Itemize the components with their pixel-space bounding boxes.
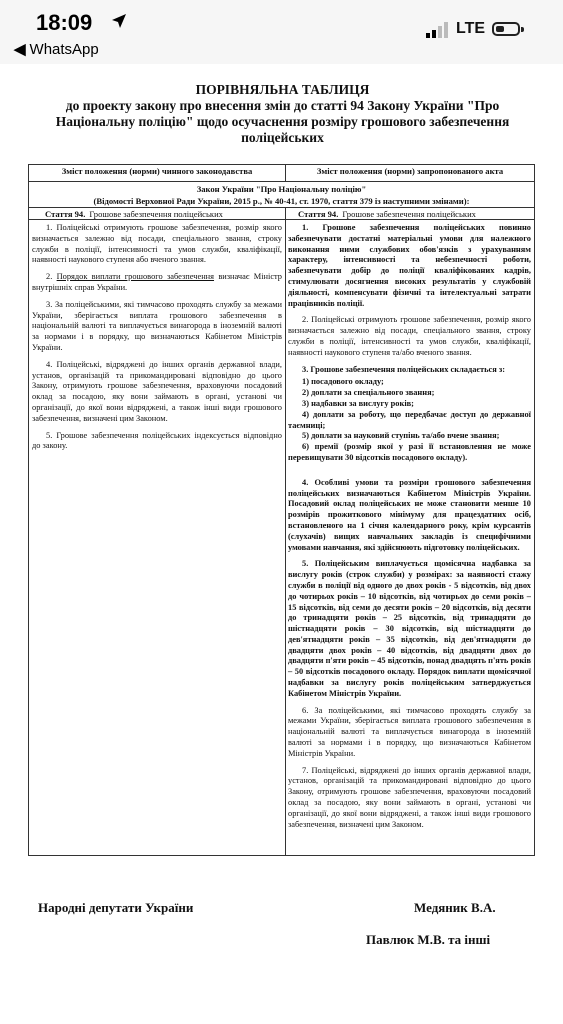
paragraph: 4. Поліцейські, відряджені до інших органів державної влади, установ, організацій та прикомандировані відповідно до цього Закону, отримують грошове забезпечення, враховуючи посадовий оклад за посадою, яку вони займають в органі, установі чи організації, до якої вони відряджені, а також інші види грошового забезпечення, визначені цим Законом. <box>32 359 282 423</box>
chevron-left-icon: ◀ <box>14 41 26 58</box>
procedure-link[interactable]: Порядок виплати грошового забезпечення <box>56 272 215 282</box>
paragraph: 7. Поліцейські, відряджені до інших органів державної влади, установ, організацій та прикомандировані відповідно до цього Закону, отримують грошове забезпечення, враховуючи посадовий оклад за посадою, яку вони займають в органі, установі чи організації, до якої вони відряджені, а також інші види грошового забезпечення, визначені цим Законом. <box>288 765 531 829</box>
paragraph: 1. Поліцейські отримують грошове забезпечення, розмір якого визначається залежно від посади, спеціального звання, строку служби в поліції, інтенсивності та умов служби, кваліфікації, наявності наукового ступеня або вченого звання. <box>32 223 282 265</box>
document-title <box>40 82 525 146</box>
title-line: ПОРІВНЯЛЬНА ТАБЛИЦЯ <box>195 82 370 97</box>
table-header <box>29 165 534 182</box>
article-heading-left <box>29 208 285 220</box>
paragraph: 3. За поліцейськими, які тимчасово проходять службу за межами України, зберігається виплата грошового забезпечення в національній валюті та виплачується винагорода в іноземній валюті за нормами і в порядку, що визначаються Кабінетом Міністрів України. <box>32 299 282 352</box>
battery-icon <box>492 22 520 36</box>
article-number: Стаття 94. <box>45 209 86 219</box>
list-item: 3) надбавки за вислугу років; <box>302 398 414 408</box>
article-heading-right <box>286 208 534 220</box>
article-title: Грошове забезпечення поліцейських <box>89 209 223 219</box>
paragraph: 6. За поліцейськими, які тимчасово проходять службу за межами України, зберігається виплата грошового забезпечення в національній валюті та виплачується винагорода в іноземній валюті за нормами і в порядку, що визначаються Кабінетом Міністрів України. <box>288 705 531 758</box>
signature-name-2: Павлюк М.В. та інші <box>366 932 491 947</box>
location-arrow-icon <box>110 12 128 30</box>
paragraph: 3. Грошове забезпечення поліцейських складається з: <box>302 364 506 374</box>
network-type: LTE <box>456 20 486 37</box>
header-current-law: Зміст положення (норми) чинного законодавства <box>61 166 253 176</box>
paragraph: 2. Поліцейські отримують грошове забезпечення, розмір якого визначається залежно від посади, спеціального звання, строку служби в поліції, інтенсивності та умов служби, кваліфікації, наявності наукового ступеня та/або вченого звання. <box>288 315 531 357</box>
list-item: 5) доплати за науковий ступінь та/або вчене звання; <box>302 431 500 441</box>
title-line: Національну поліцію" щодо осучаснення розміру грошового забезпечення <box>55 114 510 129</box>
list-item: 4) доплати за роботу, що передбачає доступ до державної таємниці; <box>288 409 531 430</box>
article-number: Стаття 94. <box>298 209 339 219</box>
paragraph: 5. Грошове забезпечення поліцейських індексується відповідно до закону. <box>32 430 282 451</box>
paragraph <box>32 272 282 294</box>
law-source: (Відомості Верховної Ради України, 2015 р., № 40-41, ст. 1970, стаття 379 із наступними змінами): <box>93 196 470 206</box>
column-divider <box>285 208 286 855</box>
header-proposed-act: Зміст положення (норми) запропонованого акта <box>316 166 504 176</box>
paragraph: 1. Грошове забезпечення поліцейських повинно забезпечувати достатні матеріальні умови для належного виконання ними службових обов'язків з урахуванням характеру, інтенсивності та небезпечності роботи, забезпечувати добір до поліції кваліфікованих кадрів, стимулювати досягнення високих результатів у службовій діяльності, компенсувати фізичні та інтелектуальні затрати працівників поліції. <box>288 223 531 308</box>
signature-deputies: Народні депутати України <box>38 900 194 915</box>
signal-icon <box>426 22 452 38</box>
battery-tip <box>521 27 524 32</box>
back-to-app-button[interactable] <box>14 40 99 58</box>
list-item: 2) доплати за спеціального звання; <box>302 388 435 398</box>
comparison-table <box>28 164 535 856</box>
paragraph: 4. Особливі умови та розміри грошового забезпечення поліцейських визначаються Кабінетом Міністрів України. Посадовий оклад поліцейських не може становити менше 10 розмірів прожиткового мінімуму для працездатних осіб, встановленого на 1 січня календарного року, крім курсантів (слухачів) вищих навчальних закладів із специфічними умовами навчання, які здійснюють підготовку поліцейських. <box>288 477 531 552</box>
law-reference <box>29 181 534 208</box>
list-item: 6) премії (розмір якої у разі її встановлення не може перевищувати 30 відсотків посадового окладу). <box>288 442 531 462</box>
proposed-act-column <box>288 223 531 836</box>
paragraph-text: визначає Міністр внутрішніх справ України. <box>32 272 282 292</box>
signature-name-1: Медяник В.А. <box>414 900 496 915</box>
status-bar <box>0 0 563 64</box>
current-law-column <box>32 223 282 458</box>
back-label: WhatsApp <box>29 41 99 58</box>
paragraph-number: 2. <box>46 272 57 282</box>
clock: 18:09 <box>36 10 93 35</box>
title-line: до проекту закону про внесення змін до статті 94 Закону України "Про <box>65 98 500 113</box>
law-title: Закон України "Про Національну поліцію" <box>196 184 367 194</box>
article-title: Грошове забезпечення поліцейських <box>342 209 476 219</box>
column-divider <box>285 165 286 181</box>
paragraph: 5. Поліцейським виплачується щомісячна надбавка за вислугу років (строк служби) у розмірах: за наявності стажу служби в поліції від одного до двох років - 5 відсотків, від двох до чотирьох років – 10 відсотків, від чотирьох до семи років – 15 відсотків, від семи до десяти років – 20 відсотків, від десяти до тринадцяти років – 25 відсотків, від тринадцяти до шістнадцяти років – 30 відсотків, від шістнадцяти до дев'ятнадцяти років – 35 відсотків, від дев'ятнадцяти до двадцяти двох років – 40 відсотків, від двадцяти двох до двадцяти п'яти років – 45 відсотків, понад двадцять п'ять років – 50 відсотків посадового окладу. Порядок виплати щомісячної надбавки за вислугу років поліцейським затверджується Кабінетом Міністрів України. <box>288 559 531 698</box>
list-item: 1) посадового окладу; <box>302 377 384 387</box>
title-line: поліцейських <box>241 130 324 145</box>
